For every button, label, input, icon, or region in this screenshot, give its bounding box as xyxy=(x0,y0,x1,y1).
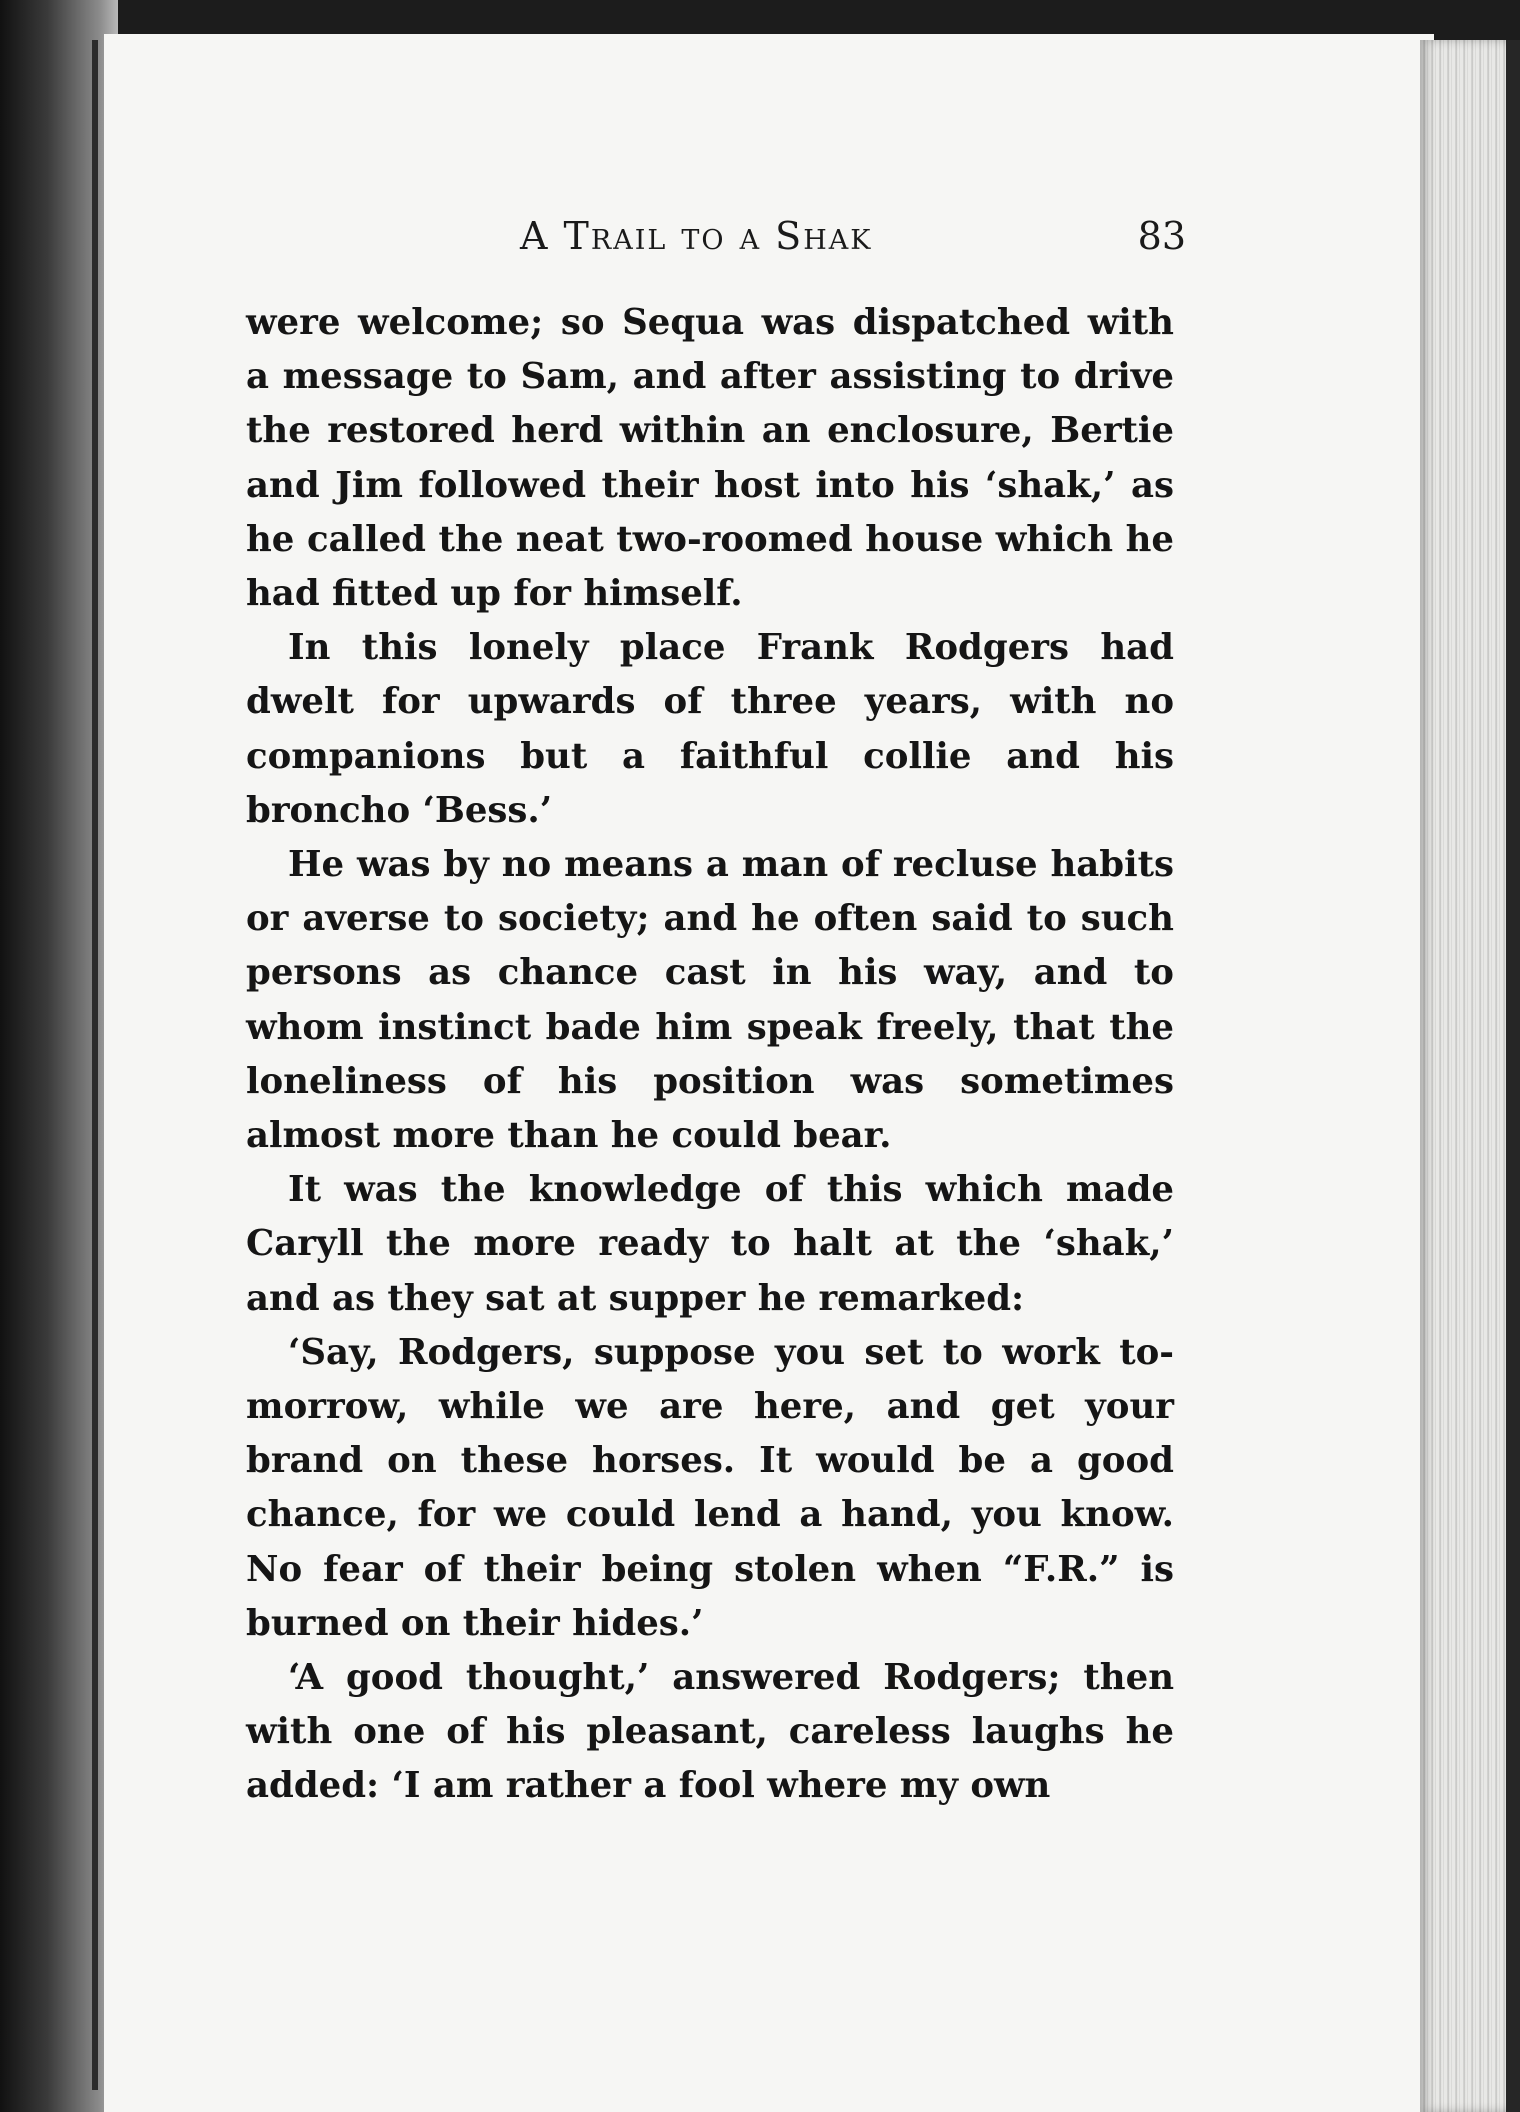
running-title: A Trail to a Shak xyxy=(520,214,873,258)
paragraph: ‘Say, Rodgers, suppose you set to work to-morrow, while we are here, and get your brand on these horses. It would be a good chance, for we could lend a hand, you know. No fear of their being stolen when “F.R.” is burned on their hides.’ xyxy=(246,1331,1174,1644)
facing-page-edge xyxy=(0,0,118,2112)
page-number: 83 xyxy=(1137,214,1186,258)
paragraph: In this lonely place Frank Rodgers had dwelt for upwards of three years, with no companions but a faithful collie and his broncho ‘Bess.’ xyxy=(246,627,1174,831)
page-stack-edge xyxy=(1420,40,1520,2112)
paragraph: He was by no means a man of recluse habits or averse to society; and he often said to such persons as chance cast in his way, and to whom instinct bade him speak freely, that the loneliness of his position was sometimes almost more than he could bear. xyxy=(246,844,1174,1157)
body-text xyxy=(246,296,1174,1814)
paragraph: were welcome; so Sequa was dispatched with a message to Sam, and after assisting to drive the restored herd within an enclosure, Bertie and Jim followed their host into his ‘shak,’ as he called the neat two-roomed house which he had fitted up for himself. xyxy=(246,302,1174,615)
cover-edge xyxy=(1506,40,1520,2112)
paragraph: ‘A good thought,’ answered Rodgers; then with one of his pleasant, careless laughs he added: ‘I am rather a fool where my own xyxy=(246,1657,1174,1807)
paragraph: It was the knowledge of this which made Caryll the more ready to halt at the ‘shak,’ and as they sat at supper he remarked: xyxy=(246,1169,1174,1319)
binding-gutter xyxy=(92,40,98,2090)
page-header xyxy=(250,214,1186,274)
